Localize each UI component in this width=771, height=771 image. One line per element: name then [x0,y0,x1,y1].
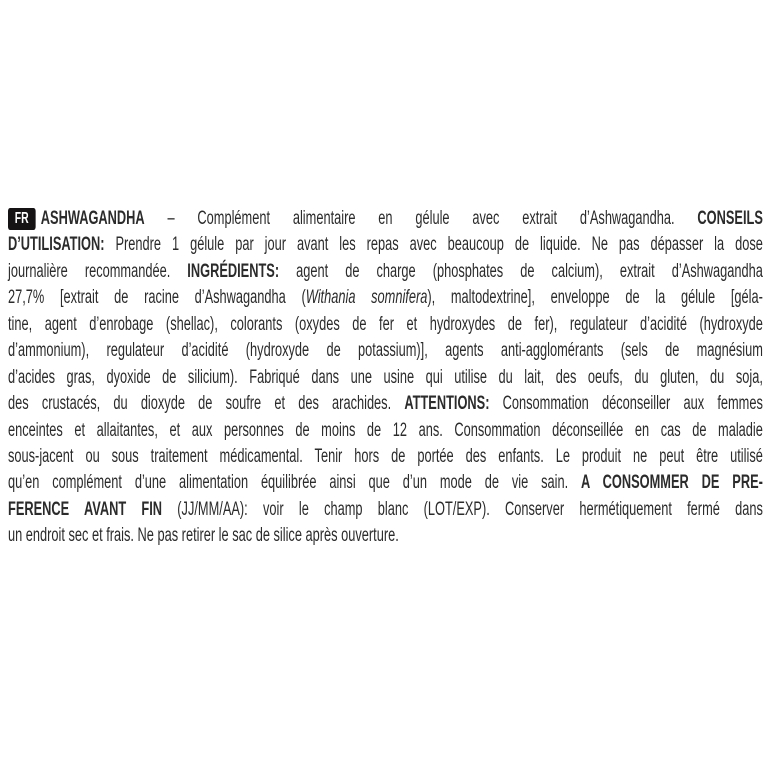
label-line [8,418,763,444]
label-text-bold: D’UTILISATION: [8,234,105,256]
label-text: Prendre 1 gélule par jour avant les repas avec beaucoup de liquide. Ne pas dépasser la dose [104,234,763,256]
label-text-bold: INGRÉDIENTS: [187,260,280,282]
label-text: 27,7% [extrait de racine d’Ashwagandha ( [8,287,306,309]
label-line [8,497,763,523]
label-text: d’acides gras, dyoxide de silicium). Fabriqué dans une usine qui utilise du lait, des oeufs, du gluten, du soja, [8,366,763,388]
label-line [8,391,763,417]
language-badge-fr: FR [8,208,35,230]
label-text: journalière recommandée. [8,260,188,282]
label-text-bold: ASHWAGANDHA [40,208,145,229]
label-text: agent de charge (phosphates de calcium), extrait d’Ashwagandha [279,260,763,282]
label-line [8,523,763,549]
label-line [8,365,763,391]
label-line [8,206,763,232]
label-text-bold: ATTENTIONS: [404,393,490,415]
label-line [8,444,763,470]
label-text: un endroit sec et frais. Ne pas retirer le sac de silice après ouverture. [8,525,399,547]
label-text-bold: A CONSOMMER DE PRE- [581,472,763,494]
label-line [8,312,763,338]
label-line [8,259,763,285]
label-text: – Complément alimentaire en gélule avec extrait d’Ashwagandha. [144,208,698,229]
label-text: tine, agent d’enrobage (shellac), colorants (oxydes de fer et hydroxydes de fer), regulateur d’acidité (hydroxyde [8,313,763,335]
label-line [8,232,763,258]
label-text: des crustacés, du dioxyde de soufre et des arachides. [8,393,405,415]
label-text: d’ammonium), regulateur d’acidité (hydroxyde de potassium)], agents anti-agglomérants (sels de magnésium [8,340,763,362]
label-text-italic: Withania somnifera [305,287,428,309]
label-text-block [8,206,763,550]
label-line [8,285,763,311]
label-text: enceintes et allaitantes, et aux personnes de moins de 12 ans. Consommation déconseillée en cas de maladie [8,419,763,441]
label-line [8,338,763,364]
label-text-bold: CONSEILS [697,208,763,229]
label-text-bold: FERENCE AVANT FIN [8,498,163,520]
label-text: ), maltodextrine], enveloppe de la gélule [géla- [427,287,763,309]
label-line [8,470,763,496]
label-text: sous-jacent ou sous traitement médicamental. Tenir hors de portée des enfants. Le produit ne peut être utilisé [8,445,763,467]
label-text: Consommation déconseiller aux femmes [489,393,763,415]
label-text: (JJ/MM/AA): voir le champ blanc (LOT/EXP). Conserver hermétiquement fermé dans [162,498,763,520]
label-text: qu’en complément d’une alimentation équilibrée ainsi que d’un mode de vie sain. [8,472,582,494]
